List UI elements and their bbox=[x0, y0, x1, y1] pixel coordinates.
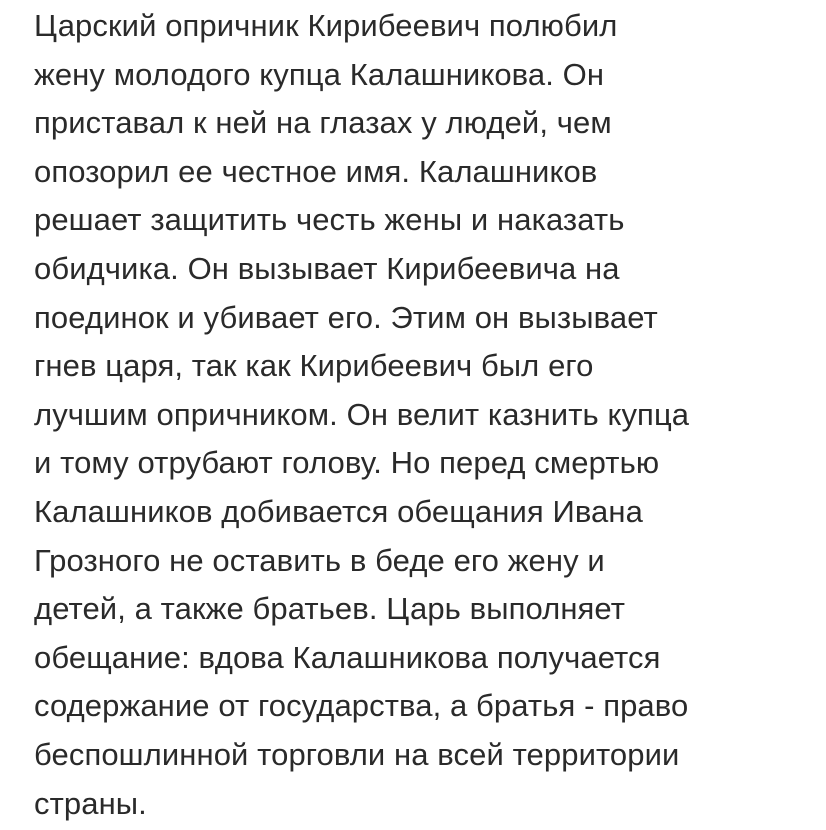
text-line: поединок и убивает его. Этим он вызывает bbox=[34, 299, 658, 335]
text-line: обещание: вдова Калашникова получается bbox=[34, 639, 661, 675]
text-line: Калашников добивается обещания Ивана bbox=[34, 493, 643, 529]
text-line: Грозного не оставить в беде его жену и bbox=[34, 542, 605, 578]
text-line: Царский опричник Кирибеевич полюбил bbox=[34, 8, 618, 43]
text-line: беспошлинной торговли на всей территории bbox=[34, 736, 680, 772]
text-line: решает защитить честь жены и наказать bbox=[34, 202, 625, 238]
text-line: и тому отрубают голову. Но перед смертью bbox=[34, 445, 660, 481]
text-line: лучшим опричником. Он велит казнить купца bbox=[34, 396, 690, 432]
text-line: страны. bbox=[34, 785, 147, 821]
text-line: опозорил ее честное имя. Калашников bbox=[34, 153, 598, 189]
text-line: обидчика. Он вызывает Кирибеевича на bbox=[34, 250, 620, 286]
text-line: гнев царя, так как Кирибеевич был его bbox=[34, 348, 594, 384]
text-line: детей, а также братьев. Царь выполняет bbox=[34, 591, 626, 627]
answer-text bbox=[34, 2, 814, 828]
text-line: содержание от государства, а братья - право bbox=[34, 688, 689, 724]
text-line: жену молодого купца Калашникова. Он bbox=[34, 56, 605, 92]
text-line: приставал к ней на глазах у людей, чем bbox=[34, 105, 612, 141]
